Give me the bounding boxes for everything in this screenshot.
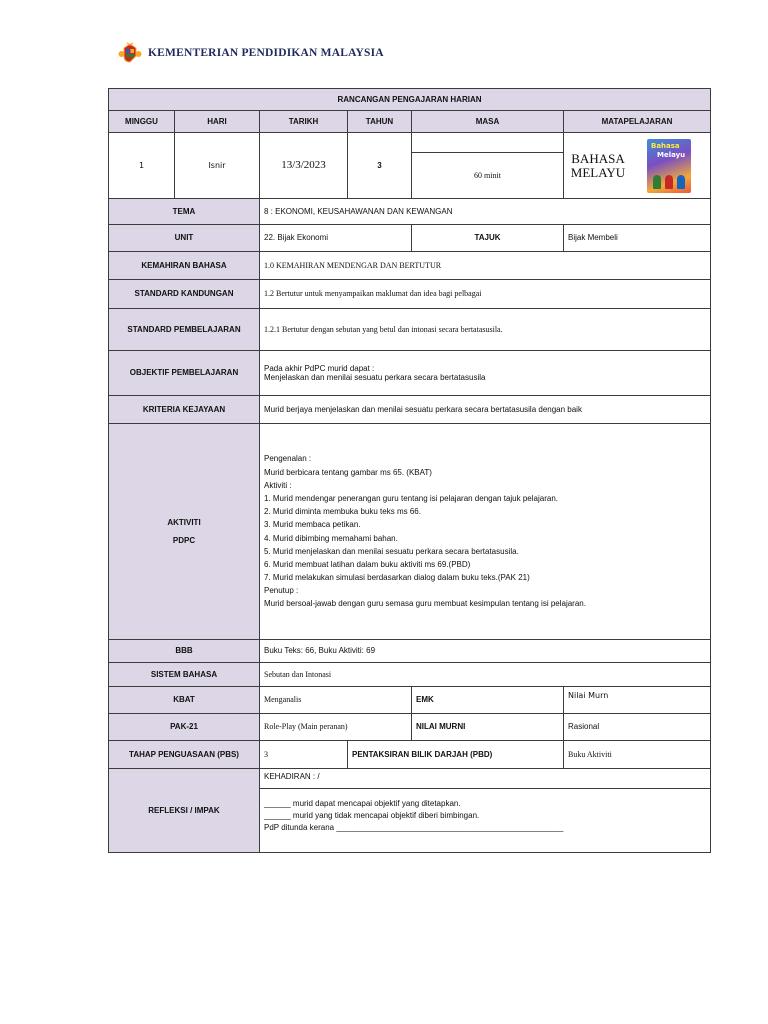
aktiviti-line: 5. Murid menjelaskan dan menilai sesuatu perkara secara bertatasusila. xyxy=(264,546,519,556)
emk-label: EMK xyxy=(412,687,564,714)
hari-value: Isnir xyxy=(175,133,260,199)
refleksi-line-3: PdP ditunda kerana ___________________________________________________ xyxy=(264,822,564,832)
masa-top-cell xyxy=(412,133,564,153)
sistem-bahasa-label: SISTEM BAHASA xyxy=(109,663,260,687)
tahap-label: TAHAP PENGUASAAN (PBS) xyxy=(109,741,260,769)
kbat-row xyxy=(109,687,711,714)
sp-row xyxy=(109,309,711,351)
aktiviti-line: 4. Murid dibimbing memahami bahan. xyxy=(264,533,398,543)
tajuk-value: Bijak Membeli xyxy=(564,225,711,252)
aktiviti-line: Aktiviti : xyxy=(264,480,292,490)
kemahiran-row xyxy=(109,252,711,280)
tarikh-header: TARIKH xyxy=(260,111,348,133)
tahun-header: TAHUN xyxy=(348,111,412,133)
kriteria-value: Murid berjaya menjelaskan dan menilai sesuatu perkara secara bertatasusila dengan baik xyxy=(260,396,711,424)
unit-label: UNIT xyxy=(109,225,260,252)
pak21-value: Role-Play (Main peranan) xyxy=(260,714,412,741)
details-row xyxy=(109,133,711,153)
minggu-value: 1 xyxy=(109,133,175,199)
pak21-row xyxy=(109,714,711,741)
aktiviti-line: 3. Murid membaca petikan. xyxy=(264,520,361,530)
kbat-value: Menganalis xyxy=(260,687,412,714)
pbd-value: Buku Aktiviti xyxy=(564,741,711,769)
tajuk-label: TAJUK xyxy=(412,225,564,252)
sk-row xyxy=(109,280,711,309)
pak21-label: PAK-21 xyxy=(109,714,260,741)
kriteria-label: KRITERIA KEJAYAAN xyxy=(109,396,260,424)
tema-row xyxy=(109,199,711,225)
objektif-label: OBJEKTIF PEMBELAJARAN xyxy=(109,351,260,396)
aktiviti-line: Pengenalan : xyxy=(264,454,312,464)
bbb-value: Buku Teks: 66, Buku Aktiviti: 69 xyxy=(260,640,711,663)
tarikh-value: 13/3/2023 xyxy=(260,133,348,199)
aktiviti-line: 2. Murid diminta membuka buku teks ms 66. xyxy=(264,507,421,517)
sk-value: 1.2 Bertutur untuk menyampaikan maklumat dan idea bagi pelbagai xyxy=(260,280,711,309)
refleksi-line-2: ______ murid yang tidak mencapai objektif diberi bimbingan. xyxy=(264,810,480,820)
bbb-row xyxy=(109,640,711,663)
kriteria-row xyxy=(109,396,711,424)
aktiviti-label xyxy=(109,424,260,640)
objektif-line-2: Menjelaskan dan menilai sesuatu perkara secara bertatasusila xyxy=(264,373,486,382)
hari-header: HARI xyxy=(175,111,260,133)
objektif-cell xyxy=(260,351,711,396)
ministry-name: KEMENTERIAN PENDIDIKAN MALAYSIA xyxy=(148,47,384,59)
matapelajaran-header: MATAPELAJARAN xyxy=(564,111,711,133)
emk-value: Nilai Murn xyxy=(564,687,711,714)
sp-value: 1.2.1 Bertutur dengan sebutan yang betul dan intonasi secara bertatasusila. xyxy=(260,309,711,351)
aktiviti-line: 7. Murid melakukan simulasi berdasarkan dialog dalam buku teks.(PAK 21) xyxy=(264,573,530,583)
refleksi-row xyxy=(109,769,711,789)
nilai-murni-label: NILAI MURNI xyxy=(412,714,564,741)
refleksi-cell xyxy=(260,789,711,853)
kemahiran-label: KEMAHIRAN BAHASA xyxy=(109,252,260,280)
nilai-murni-value: Rasional xyxy=(564,714,711,741)
aktiviti-line: 1. Murid mendengar penerangan guru tentang isi pelajaran dengan tajuk pelajaran. xyxy=(264,493,558,503)
refleksi-label: REFLEKSI / IMPAK xyxy=(109,769,260,853)
pbd-label: PENTAKSIRAN BILIK DARJAH (PBD) xyxy=(348,741,564,769)
aktiviti-row xyxy=(109,424,711,640)
objektif-row xyxy=(109,351,711,396)
kehadiran-value: KEHADIRAN : / xyxy=(260,769,711,789)
column-header-row xyxy=(109,111,711,133)
sistem-bahasa-value: Sebutan dan Intonasi xyxy=(260,663,711,687)
unit-row xyxy=(109,225,711,252)
refleksi-line-1: ______ murid dapat mencapai objektif yang ditetapkan. xyxy=(264,798,461,808)
title-row xyxy=(109,89,711,111)
minggu-header: MINGGU xyxy=(109,111,175,133)
objektif-line-1: Pada akhir PdPC murid dapat : xyxy=(264,363,375,373)
sp-label: STANDARD PEMBELAJARAN xyxy=(109,309,260,351)
aktiviti-line: Murid berbicara tentang gambar ms 65. (KBAT) xyxy=(264,467,432,477)
table-title: RANCANGAN PENGAJARAN HARIAN xyxy=(109,89,711,111)
sistem-bahasa-row xyxy=(109,663,711,687)
aktiviti-line: Murid bersoal-jawab dengan guru semasa guru membuat kesimpulan tentang isi pelajaran. xyxy=(264,599,586,609)
kbat-label: KBAT xyxy=(109,687,260,714)
subject-name: BAHASA MELAYU xyxy=(570,150,626,180)
bbb-label: BBB xyxy=(109,640,260,663)
tahun-value: 3 xyxy=(348,133,412,199)
aktiviti-label-2: PDPC xyxy=(172,535,196,545)
aktiviti-line: Penutup : xyxy=(264,586,299,596)
tahap-value: 3 xyxy=(260,741,348,769)
masa-value: 60 minit xyxy=(412,153,564,199)
masa-header: MASA xyxy=(412,111,564,133)
tema-value: 8 : EKONOMI, KEUSAHAWANAN DAN KEWANGAN xyxy=(260,199,711,225)
unit-value: 22. Bijak Ekonomi xyxy=(260,225,412,252)
textbook-cover-icon: Bahasa Melayu xyxy=(647,139,691,193)
textbook-cover xyxy=(628,139,710,193)
tema-label: TEMA xyxy=(109,199,260,225)
lesson-plan-table xyxy=(108,88,711,853)
ministry-header xyxy=(118,42,384,64)
aktiviti-label-1: AKTIVITI xyxy=(167,518,201,528)
sk-label: STANDARD KANDUNGAN xyxy=(109,280,260,309)
aktiviti-line: 6. Murid membuat latihan dalam buku aktiviti ms 69.(PBD) xyxy=(264,559,471,569)
malaysia-crest-icon xyxy=(118,42,142,64)
subject-cell xyxy=(564,133,711,199)
aktiviti-cell xyxy=(260,424,711,640)
tahap-row xyxy=(109,741,711,769)
kemahiran-value: 1.0 KEMAHIRAN MENDENGAR DAN BERTUTUR xyxy=(260,252,711,280)
